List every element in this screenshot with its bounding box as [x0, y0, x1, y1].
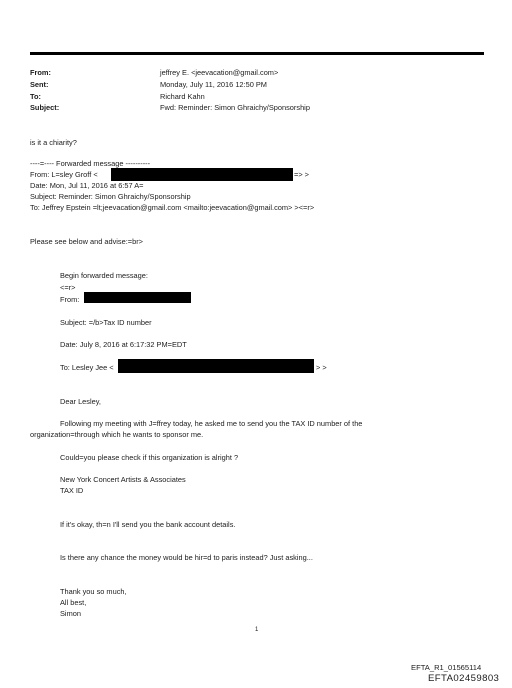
from-value: jeffrey E. <jeevacation@gmail.com>: [160, 68, 279, 77]
subject-label: Subject:: [30, 103, 60, 112]
signature-name: Simon: [60, 609, 81, 618]
begin-forwarded: Begin forwarded message:: [60, 271, 148, 280]
subject-value: Fwd: Reminder: Simon Ghraichy/Sponsorship: [160, 103, 310, 112]
inner-subject: Subject: =/b>Tax ID number: [60, 318, 152, 327]
chance-text: Is there any chance the money would be hir=d to paris instead? Just asking...: [60, 553, 313, 562]
to-value: Richard Kahn: [160, 92, 205, 101]
page-number: 1: [255, 627, 259, 633]
header-rule: [30, 52, 484, 55]
forward-from-prefix: From: L=sley Groff <: [30, 170, 98, 179]
inner-to-prefix: To: Lesley Jee <: [60, 363, 114, 372]
org-name: New York Concert Artists & Associates: [60, 475, 186, 484]
bates-number-secondary: EFTA02459803: [428, 673, 500, 684]
bates-number-primary: EFTA_R1_01565114: [411, 663, 482, 672]
greeting: Dear Lesley,: [60, 397, 101, 406]
sent-value: Monday, July 11, 2016 12:50 PM: [160, 80, 267, 89]
from-label: From:: [30, 68, 51, 77]
forward-divider: ----=---- Forwarded message ----------: [30, 159, 151, 168]
inner-to-suffix: > >: [316, 363, 327, 372]
okay-text: If it's okay, th=n I'll send you the bank account details.: [60, 520, 236, 529]
redaction-box: [84, 292, 191, 303]
forward-to: To: Jeffrey Epstein =lt;jeevacation@gmail.com <mailto:jeevacation@gmail.com> ><=r>: [30, 203, 315, 212]
redaction-box: [118, 359, 314, 373]
advise-text: Please see below and advise:=br>: [30, 237, 143, 246]
tax-id-label: TAX ID: [60, 486, 84, 495]
carriage-return-text: <=r>: [60, 283, 76, 292]
forward-from-suffix: => >: [294, 170, 310, 179]
forward-date: Date: Mon, Jul 11, 2016 at 6:57 A=: [30, 181, 144, 190]
check-question: Could=you please check if this organization is alright ?: [60, 453, 239, 462]
best-text: All best,: [60, 598, 87, 607]
inner-from-label: From:: [60, 295, 80, 304]
paragraph-line: organization=through which he wants to sponsor me.: [30, 430, 204, 439]
thanks-text: Thank you so much,: [60, 587, 127, 596]
question-text: is it a chiarity?: [30, 138, 77, 147]
to-label: To:: [30, 92, 41, 101]
forward-subject: Subject: Reminder: Simon Ghraichy/Sponsorship: [30, 192, 191, 201]
paragraph-line: Following my meeting with J=ffrey today, he asked me to send you the TAX ID number of the: [60, 419, 363, 428]
redaction-box: [111, 168, 293, 181]
inner-date: Date: July 8, 2016 at 6:17:32 PM=EDT: [60, 340, 187, 349]
sent-label: Sent:: [30, 80, 49, 89]
